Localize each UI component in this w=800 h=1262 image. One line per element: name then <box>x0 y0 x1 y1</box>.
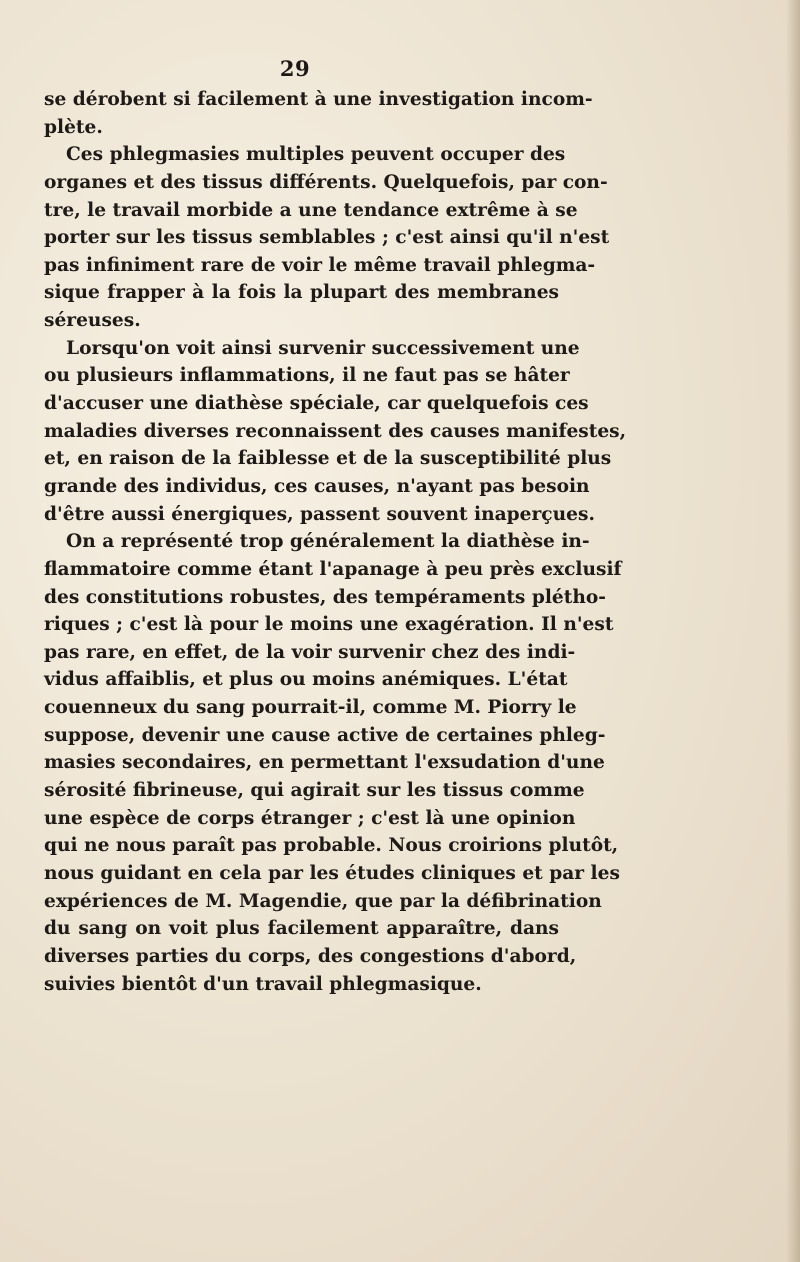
text-line: porter sur les tissus semblables ; c'est ainsi qu'il n'est <box>44 227 610 249</box>
text-line: nous guidant en cela par les études cliniques et par les <box>44 862 620 884</box>
text-line: du sang on voit plus facilement apparaître, dans <box>44 918 559 940</box>
text-line: maladies diverses reconnaissent des causes manifestes, <box>44 420 627 442</box>
text-line: une espèce de corps étranger ; c'est là une opinion <box>44 807 576 829</box>
text-line: ou plusieurs inflammations, il ne faut pas se hâter <box>44 365 570 387</box>
text-line: suivies bientôt d'un travail phlegmasique. <box>44 973 482 995</box>
page-number: 29 <box>279 56 311 81</box>
text-line: sérosité fibrineuse, qui agirait sur les tissus comme <box>44 780 585 802</box>
text-line: riques ; c'est là pour le moins une exagération. Il n'est <box>44 614 614 636</box>
text-line: diverses parties du corps, des congestions d'abord, <box>44 945 577 967</box>
text-line: se dérobent si facilement à une investigation incom- <box>44 89 593 110</box>
text-line: masies secondaires, en permettant l'exsudation d'une <box>44 752 605 774</box>
text-line: pas infiniment rare de voir le même travail phlegma- <box>44 254 596 276</box>
text-line: d'accuser une diathèse spéciale, car quelquefois ces <box>44 393 589 415</box>
text-line: Ces phlegmasies multiples peuvent occuper des <box>66 144 566 166</box>
text-line: qui ne nous paraît pas probable. Nous croirions plutôt, <box>44 835 619 857</box>
text-line: On a représenté trop généralement la diathèse in- <box>66 531 590 553</box>
text-line: flammatoire comme étant l'apanage à peu près exclusif <box>44 558 622 580</box>
page-edge-shadow <box>786 0 800 1262</box>
text-line: suppose, devenir une cause active de certaines phleg- <box>44 724 606 746</box>
text-line: plète. <box>44 116 103 138</box>
text-line: et, en raison de la faiblesse et de la susceptibilité plus <box>44 448 612 470</box>
text-line: d'être aussi énergiques, passent souvent inaperçues. <box>44 503 595 525</box>
text-line: Lorsqu'on voit ainsi survenir successivement une <box>66 337 580 359</box>
text-line: des constitutions robustes, des tempéraments plétho- <box>44 586 606 608</box>
text-line: expériences de M. Magendie, que par la défibrination <box>44 890 602 912</box>
text-line: tre, le travail morbide a une tendance extrême à se <box>44 199 578 221</box>
text-line: sique frapper à la fois la plupart des membranes <box>44 282 559 304</box>
text-line: grande des individus, ces causes, n'ayant pas besoin <box>44 475 590 497</box>
text-line: séreuses. <box>44 310 141 332</box>
text-line: couenneux du sang pourrait-il, comme M. Piorry le <box>44 697 577 719</box>
text-line: vidus affaiblis, et plus ou moins anémiques. L'état <box>44 669 568 691</box>
body-text <box>44 86 627 998</box>
text-line: pas rare, en effet, de la voir survenir chez des indi- <box>44 641 576 663</box>
text-line: organes et des tissus différents. Quelquefois, par con- <box>44 171 608 193</box>
